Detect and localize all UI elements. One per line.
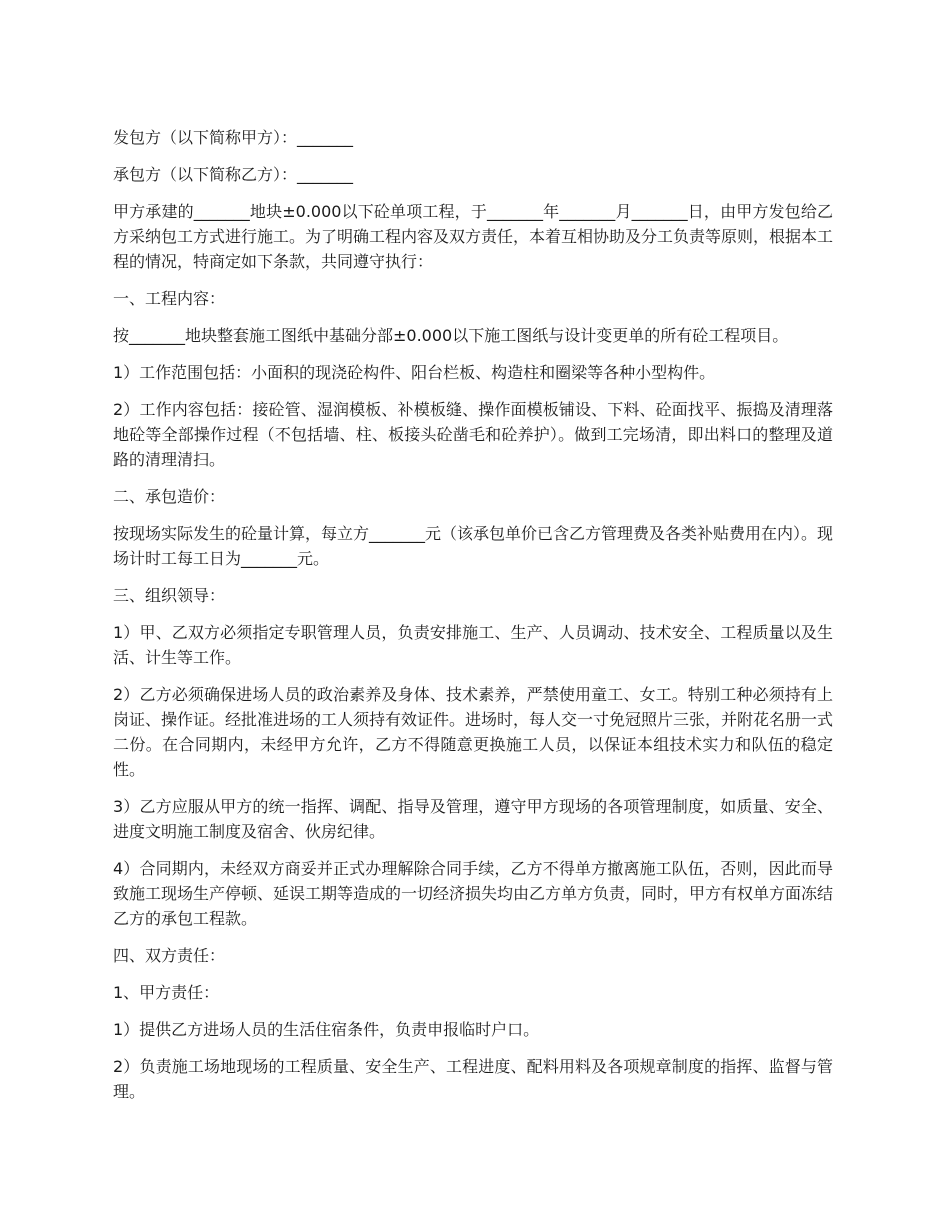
- contract-body: [113, 125, 833, 1116]
- price-paragraph: 按现场实际发生的砼量计算，每立方_______元（该承包单价已含乙方管理费及各类补贴费用在内）。现场计时工每工日为_______元。: [113, 524, 834, 568]
- section-heading-scope: 一、工程内容：: [113, 289, 226, 308]
- section-heading-price: 二、承包造价：: [113, 487, 226, 506]
- party-a-responsibility-2: 2）负责施工场地现场的工程质量、安全生产、工程进度、配料用料及各项规章制度的指挥、监督与管理。: [113, 1057, 833, 1101]
- party-a-line: 发包方（以下简称甲方）：_______: [113, 128, 354, 147]
- organization-item-1: 1）甲、乙双方必须指定专职管理人员，负责安排施工、生产、人员调动、技术安全、工程质量以及生活、计生等工作。: [113, 623, 833, 667]
- party-b-line: 承包方（以下简称乙方）：_______: [113, 165, 354, 184]
- organization-item-3: 3）乙方应服从甲方的统一指挥、调配、指导及管理，遵守甲方现场的各项管理制度，如质量、安全、进度文明施工制度及宿舍、伙房纪律。: [113, 797, 833, 841]
- scope-item-2: 2）工作内容包括：接砼管、湿润模板、补模板缝、操作面模板铺设、下料、砼面找平、振捣及清理落地砼等全部操作过程（不包括墙、柱、板接头砼凿毛和砼养护）。做到工完场清，即出料口的整理及道路的清理清扫。: [113, 400, 833, 469]
- scope-paragraph: 按_______地块整套施工图纸中基础分部±0.000以下施工图纸与设计变更单的所有砼工程项目。: [113, 326, 789, 345]
- subheading-party-a-responsibilities: 1、甲方责任：: [113, 983, 220, 1002]
- scope-item-1: 1）工作范围包括：小面积的现浇砼构件、阳台栏板、构造柱和圈梁等各种小型构件。: [113, 363, 716, 382]
- organization-item-4: 4）合同期内，未经双方商妥并正式办理解除合同手续，乙方不得单方撤离施工队伍，否则，因此而导致施工现场生产停顿、延误工期等造成的一切经济损失均由乙方单方负责，同时，甲方有权单方面冻结乙方的承包工程款。: [113, 859, 834, 928]
- section-heading-responsibilities: 四、双方责任：: [113, 946, 226, 965]
- section-heading-organization: 三、组织领导：: [113, 586, 226, 605]
- organization-item-2: 2）乙方必须确保进场人员的政治素养及身体、技术素养，严禁使用童工、女工。特别工种必须持有上岗证、操作证。经批准进场的工人须持有效证件。进场时，每人交一寸免冠照片三张，并附花名册一式二份。在合同期内，未经甲方允许，乙方不得随意更换施工人员，以保证本组技术实力和队伍的稳定性。: [113, 685, 834, 779]
- party-a-responsibility-1: 1）提供乙方进场人员的生活住宿条件，负责申报临时户口。: [113, 1020, 540, 1039]
- preamble-paragraph: 甲方承建的_______地块±0.000以下砼单项工程，于_______年_______月_______日，由甲方发包给乙方采纳包工方式进行施工。为了明确工程内容及双方责任，本着互相协助及分工负责等原则，根据本工程的情况，特商定如下条款，共同遵守执行：: [113, 202, 834, 271]
